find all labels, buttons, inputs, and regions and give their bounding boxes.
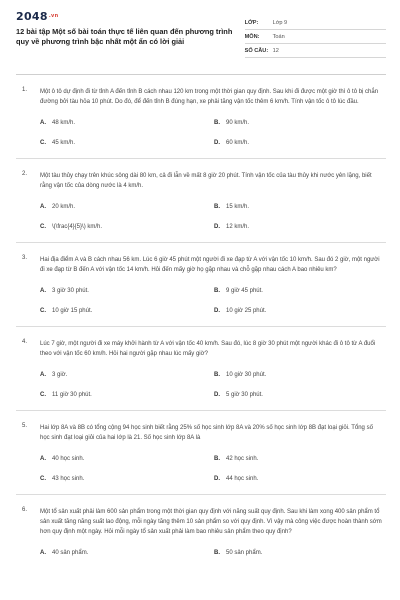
answer-option-a[interactable] bbox=[40, 453, 214, 465]
answer-option-b[interactable] bbox=[214, 201, 390, 213]
answer-options bbox=[40, 453, 386, 485]
answer-option-d[interactable] bbox=[214, 473, 390, 485]
answer-option-b[interactable] bbox=[214, 285, 390, 297]
option-label: A. bbox=[40, 204, 46, 210]
meta-key: MÔN: bbox=[244, 33, 260, 40]
answer-option-d[interactable] bbox=[214, 305, 390, 317]
answer-option-c[interactable] bbox=[40, 221, 214, 233]
answer-option-a[interactable] bbox=[40, 285, 214, 297]
option-text: 20 km/h. bbox=[52, 204, 76, 210]
answer-option-d[interactable] bbox=[214, 389, 390, 401]
option-text: 43 học sinh. bbox=[52, 476, 85, 482]
option-label: B. bbox=[214, 120, 220, 126]
question-text: Lúc 7 giờ, một người đi xe máy khởi hành từ A với vận tốc 40 km/h. Sau đó, lúc 8 giờ 30 phút một người khác đi ô tô từ A đuổi theo với vận tốc 60 km/h. Hỏi hai người gặp nhau lúc mấy giờ? bbox=[40, 341, 376, 357]
meta-info bbox=[245, 16, 386, 58]
option-text: 48 km/h. bbox=[52, 120, 76, 126]
option-text: 50 sản phẩm. bbox=[226, 550, 263, 556]
answer-option-c[interactable] bbox=[40, 389, 214, 401]
option-text: 3 giờ 30 phút. bbox=[52, 288, 89, 294]
page-title: 12 bài tập Một số bài toán thực tế liên quan đến phương trình quy về phương trình bậc nhất một ẩn có lời giải bbox=[16, 27, 233, 46]
question-5 bbox=[16, 411, 386, 495]
answer-options bbox=[40, 117, 386, 149]
question-number: 2. bbox=[22, 171, 28, 177]
option-label: A. bbox=[40, 550, 46, 556]
answer-options bbox=[40, 547, 386, 559]
meta-key: LỚP: bbox=[244, 19, 259, 26]
answer-option-a[interactable] bbox=[40, 201, 214, 213]
option-text: 5 giờ 30 phút. bbox=[226, 392, 263, 398]
option-label: A. bbox=[40, 456, 46, 462]
option-label: D. bbox=[214, 392, 220, 398]
option-text: 60 km/h. bbox=[226, 140, 250, 146]
option-text: \(\frac{4}{5}\) km/h. bbox=[52, 224, 103, 230]
option-label: B. bbox=[214, 550, 220, 556]
question-number: 3. bbox=[22, 255, 28, 261]
option-label: D. bbox=[214, 224, 220, 230]
option-label: B. bbox=[214, 204, 220, 210]
answer-option-b[interactable] bbox=[214, 547, 390, 559]
question-text: Hai địa điểm A và B cách nhau 56 km. Lúc 6 giờ 45 phút một người đi xe đạp từ A với vận tốc 10 km/h. Sau đó 2 giờ, một người đi xe đạp từ B đến A với vận tốc 14 km/h. Hỏi đến mấy giờ họ gặp nhau và chỗ gặp nhau cách A bao nhiêu km? bbox=[40, 257, 380, 273]
option-text: 42 học sinh. bbox=[226, 456, 259, 462]
answer-options bbox=[40, 369, 386, 401]
answer-option-b[interactable] bbox=[214, 453, 390, 465]
answer-options bbox=[40, 285, 386, 317]
answer-option-b[interactable] bbox=[214, 117, 390, 129]
question-4 bbox=[16, 327, 386, 411]
question-text: Hai lớp 8A và 8B có tổng cộng 94 học sinh biết rằng 25% số học sinh lớp 8A và 20% số học sinh lớp 8B đạt loại giỏi. Tổng số học sinh đạt loại giỏi của hai lớp là 21. Số học sinh lớp 8A là bbox=[40, 425, 373, 441]
question-row bbox=[16, 171, 386, 191]
option-text: 10 giờ 25 phút. bbox=[226, 308, 267, 314]
question-1 bbox=[16, 75, 386, 159]
question-text: Một ô tô dự định đi từ tỉnh A đến tỉnh B cách nhau 120 km trong một thời gian quy định. Sau khi đi được một giờ thì ô tô bị chắn đường bởi tàu hỏa 10 phút. Do đó, để đến tỉnh B đúng hạn, xe phải tăng vận tốc thêm 6 km/h. Tính vận tốc ô tô lúc đầu. bbox=[40, 89, 379, 105]
question-6 bbox=[16, 495, 386, 568]
option-text: 12 km/h. bbox=[226, 224, 250, 230]
header-left bbox=[16, 10, 245, 47]
question-row bbox=[16, 423, 386, 443]
option-text: 10 giờ 30 phút. bbox=[226, 372, 267, 378]
option-text: 90 km/h. bbox=[226, 120, 250, 126]
option-label: D. bbox=[214, 476, 220, 482]
worksheet-header bbox=[16, 10, 386, 72]
site-logo[interactable] bbox=[16, 10, 245, 23]
option-text: 3 giờ. bbox=[52, 372, 68, 378]
logo-text: 2048 bbox=[16, 10, 48, 23]
option-label: B. bbox=[214, 288, 220, 294]
option-label: A. bbox=[40, 120, 46, 126]
option-label: A. bbox=[40, 288, 46, 294]
meta-value: 12 bbox=[272, 47, 279, 54]
answer-option-a[interactable] bbox=[40, 547, 214, 559]
answer-options bbox=[40, 201, 386, 233]
meta-row-class bbox=[245, 16, 386, 30]
option-label: A. bbox=[40, 372, 46, 378]
option-label: C. bbox=[40, 224, 46, 230]
question-row bbox=[16, 255, 386, 275]
option-text: 9 giờ 45 phút. bbox=[226, 288, 263, 294]
question-number: 6. bbox=[22, 507, 28, 513]
question-text: Một tàu thủy chạy trên khúc sông dài 80 km, cả đi lẫn về mất 8 giờ 20 phút. Tính vận tốc của tàu thủy khi nước yên lặng, biết rằng vận tốc của dòng nước là 4 km/h. bbox=[40, 173, 372, 189]
question-3 bbox=[16, 243, 386, 327]
answer-option-b[interactable] bbox=[214, 369, 390, 381]
meta-value: Toán bbox=[272, 33, 285, 40]
answer-option-c[interactable] bbox=[40, 137, 214, 149]
logo-suffix: .vn bbox=[48, 13, 59, 19]
option-label: B. bbox=[214, 372, 220, 378]
option-text: 10 giờ 15 phút. bbox=[52, 308, 93, 314]
question-2 bbox=[16, 159, 386, 243]
question-row bbox=[16, 87, 386, 107]
question-text: Một tổ sản xuất phải làm 600 sản phẩm trong một thời gian quy định với năng suất quy định. Sau khi làm xong 400 sản phẩm tổ sản xuất tăng năng suất lao động, mỗi ngày tăng thêm 10 sản phẩm so với quy định. Vì vậy mà công việc được hoàn thành sớm hơn quy định một ngày. Hỏi mỗi ngày tổ sản xuất phải làm bao nhiêu sản phẩm theo quy định? bbox=[40, 509, 382, 535]
option-text: 40 sản phẩm. bbox=[52, 550, 89, 556]
answer-option-d[interactable] bbox=[214, 221, 390, 233]
option-label: C. bbox=[40, 392, 46, 398]
answer-option-a[interactable] bbox=[40, 369, 214, 381]
option-text: 11 giờ 30 phút. bbox=[52, 392, 92, 398]
option-label: B. bbox=[214, 456, 220, 462]
question-number: 5. bbox=[22, 423, 28, 429]
option-text: 44 học sinh. bbox=[226, 476, 259, 482]
option-label: D. bbox=[214, 308, 220, 314]
question-number: 1. bbox=[22, 87, 28, 93]
option-label: C. bbox=[40, 476, 46, 482]
option-label: C. bbox=[40, 308, 46, 314]
meta-value: Lớp 9 bbox=[272, 19, 288, 26]
option-text: 45 km/h. bbox=[52, 140, 76, 146]
answer-option-d[interactable] bbox=[214, 137, 390, 149]
option-text: 15 km/h. bbox=[226, 204, 250, 210]
meta-row-subject bbox=[245, 30, 386, 44]
answer-option-c[interactable] bbox=[40, 305, 214, 317]
question-row bbox=[16, 339, 386, 359]
option-text: 40 học sinh. bbox=[52, 456, 85, 462]
option-label: C. bbox=[40, 140, 46, 146]
question-number: 4. bbox=[22, 339, 28, 345]
answer-option-a[interactable] bbox=[40, 117, 214, 129]
question-row bbox=[16, 507, 386, 537]
meta-row-count bbox=[245, 44, 386, 58]
answer-option-c[interactable] bbox=[40, 473, 214, 485]
option-label: D. bbox=[214, 140, 220, 146]
meta-key: SỐ CÂU: bbox=[244, 47, 269, 54]
